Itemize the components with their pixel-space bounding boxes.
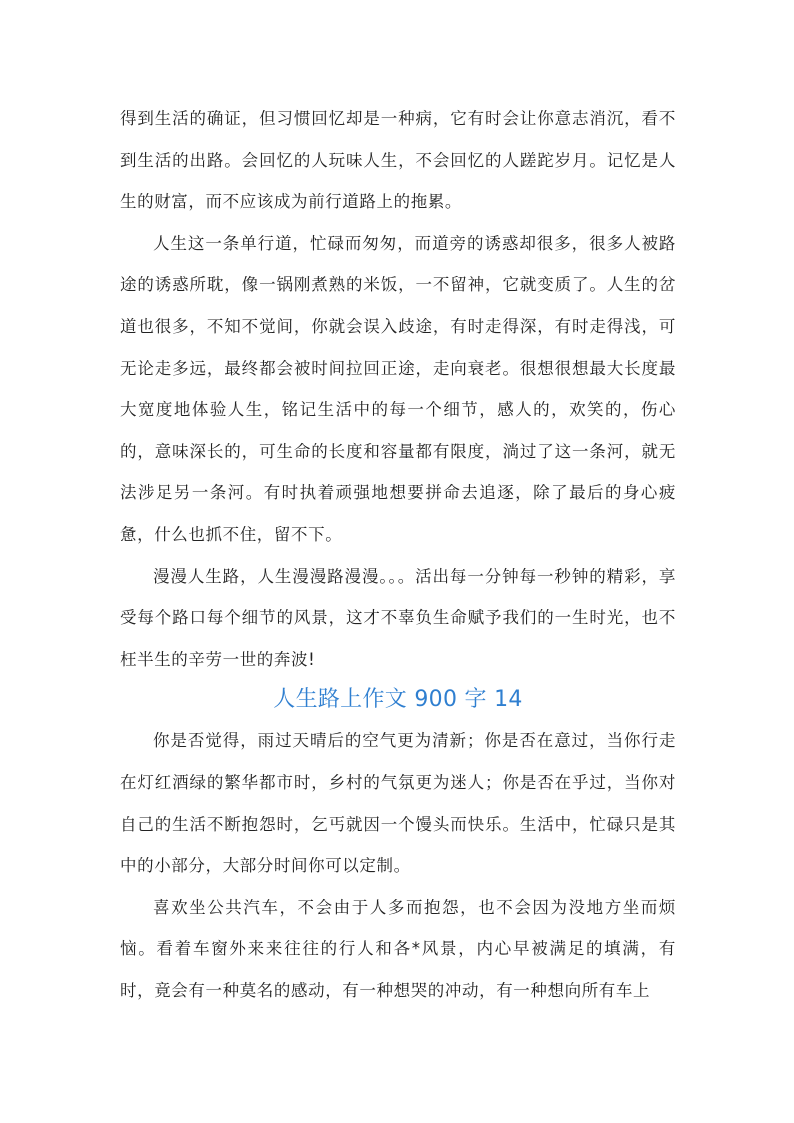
- document-body: [120, 98, 676, 1011]
- paragraph-do-you-feel: 你是否觉得，雨过天晴后的空气更为清新；你是否在意过，当你行走在灯红酒绿的繁华都市时，乡村的气氛更为迷人；你是否在乎过，当你对自己的生活不断抱怨时，乞丐就因一个馒头而快乐。生活中，忙碌只是其中的小部分，大部分时间你可以定制。: [120, 731, 676, 876]
- paragraph-bus-ride: 喜欢坐公共汽车，不会由于人多而抱怨，也不会因为没地方坐而烦恼。看着车窗外来来往往的行人和各*风景，内心早被满足的填满，有时，竟会有一种莫名的感动，有一种想哭的冲动，有一种想向所有车上: [120, 897, 676, 1000]
- section-heading: 人生路上作文 900 字 14: [273, 687, 523, 713]
- paragraph-long-road: 漫漫人生路，人生漫漫路漫漫。。。活出每一分钟每一秒钟的精彩，享受每个路口每个细节的风景，这才不辜负生命赋予我们的一生时光，也不枉半生的辛劳一世的奔波!: [120, 566, 676, 669]
- paragraph-single-road: 人生这一条单行道，忙碌而匆匆，而道旁的诱惑却很多，很多人被路途的诱惑所耽，像一锅刚煮熟的米饭，一不留神，它就变质了。人生的岔道也很多，不知不觉间，你就会误入歧途，有时走得深，有时走得浅，可无论走多远，最终都会被时间拉回正途，走向衰老。很想很想最大长度最大宽度地体验人生，铭记生活中的每一个细节，感人的，欢笑的，伤心的，意味深长的，可生命的长度和容量都有限度，淌过了这一条河，就无法涉足另一条河。有时执着顽强地想要拼命去追逐，除了最后的身心疲惫，什么也抓不住，留不下。: [120, 233, 676, 544]
- paragraph-continuation: 得到生活的确证，但习惯回忆却是一种病，它有时会让你意志消沉，看不到生活的出路。会回忆的人玩味人生，不会回忆的人蹉跎岁月。记忆是人生的财富，而不应该成为前行道路上的拖累。: [120, 109, 676, 212]
